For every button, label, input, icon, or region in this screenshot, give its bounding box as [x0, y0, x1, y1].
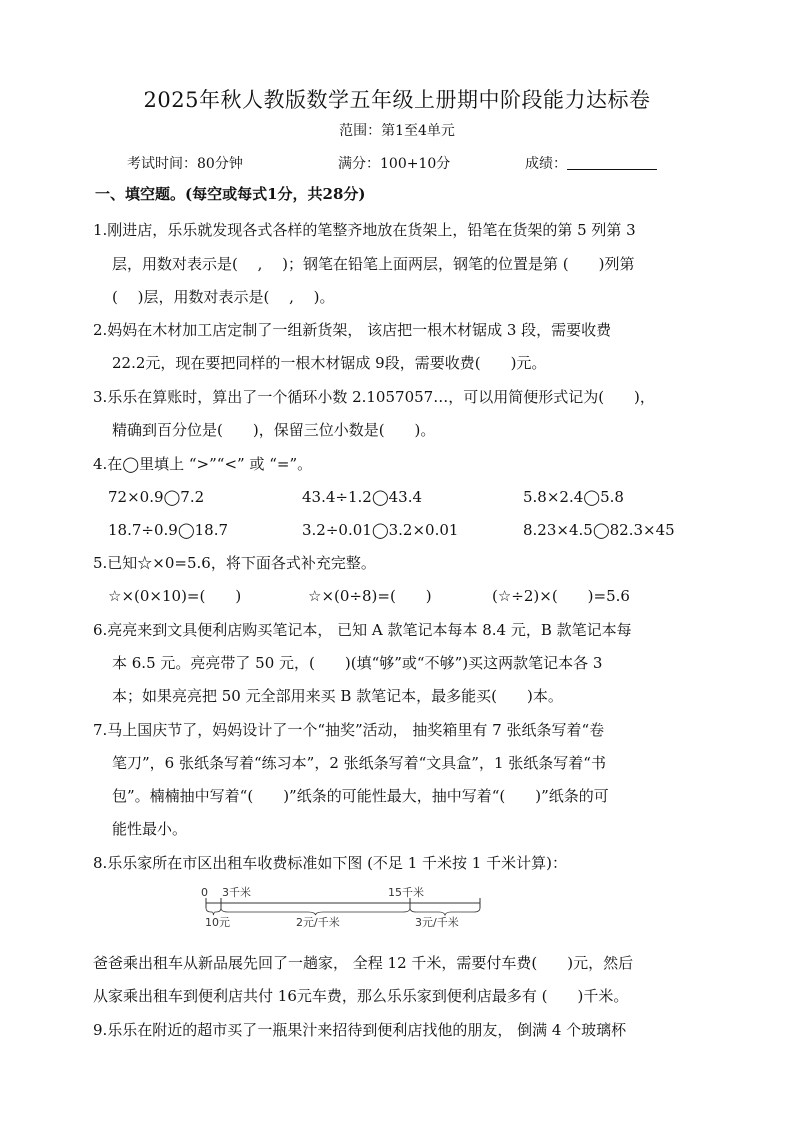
- compare-item: 8.23×4.5◯82.3×45: [523, 521, 675, 539]
- exam-time: 考试时间：80分钟: [127, 156, 243, 172]
- question-3-line-2: 精确到百分位是( )，保留三位小数是( )。: [112, 421, 436, 439]
- price-start: 10元: [205, 916, 230, 928]
- price-middle: 2元/千米: [296, 916, 340, 928]
- fill-expression: ☆×(0÷8)=( ): [308, 587, 432, 605]
- question-6-line-2: 本 6.5 元。亮亮带了 50 元，( )(填“够”或“不够”)买这两款笔记本各 3: [112, 654, 603, 672]
- exam-full-score: 满分：100+10分: [338, 156, 451, 172]
- question-4-line-1: 4.在◯里填上 “>”“<” 或 “=”。: [93, 455, 313, 473]
- brace-middle: [221, 908, 410, 915]
- brace-end: [410, 908, 480, 915]
- exam-range: 范围：第1至4单元: [339, 123, 455, 139]
- question-8-line-1: 8.乐乐家所在市区出租车收费标准如下图 (不足 1 千米按 1 千米计算)：: [93, 854, 567, 872]
- fill-expression: ☆×(0×10)=( ): [108, 587, 242, 605]
- compare-item: 18.7÷0.9◯18.7: [108, 521, 229, 539]
- question-8-line-3: 从家乘出租车到便利店共付 16元车费，那么乐乐家到便利店最多有 ( )千米。: [93, 987, 629, 1005]
- label-0: 0: [201, 886, 208, 899]
- compare-item: 3.2÷0.01◯3.2×0.01: [302, 521, 459, 539]
- question-2-line-2: 22.2元，现在要把同样的一根木材锯成 9段，需要收费( )元。: [112, 354, 547, 372]
- question-1-line-1: 1.刚进店，乐乐就发现各式各样的笔整齐地放在货架上，铅笔在货架的第 5 列第 3: [93, 221, 636, 239]
- question-7-line-4: 能性最小。: [112, 820, 188, 838]
- brace-start: [206, 908, 221, 915]
- score-blank[interactable]: [567, 155, 657, 170]
- label-15km: 15千米: [388, 886, 424, 899]
- section-heading-fill-blank: 一、填空题。(每空或每式1分，共28分): [95, 185, 366, 203]
- question-5-line-1: 5.已知☆×0=5.6，将下面各式补充完整。: [93, 554, 376, 572]
- question-6-line-3: 本；如果亮亮把 50 元全部用来买 B 款笔记本，最多能买( )本。: [112, 687, 563, 705]
- question-6-line-1: 6.亮亮来到文具便利店购买笔记本， 已知 A 款笔记本每本 8.4 元，B 款笔记本每: [93, 621, 632, 639]
- question-9-line-1: 9.乐乐在附近的超市买了一瓶果汁来招待到便利店找他的朋友， 倒满 4 个玻璃杯: [93, 1021, 627, 1039]
- question-7-line-3: 包”。楠楠抽中写着“( )”纸条的可能性最大，抽中写着“( )”纸条的可: [112, 787, 609, 805]
- price-end: 3元/千米: [415, 916, 459, 928]
- label-3km: 3千米: [222, 886, 251, 899]
- exam-score: [525, 153, 657, 173]
- question-1-line-2: 层，用数对表示是( , )；钢笔在铅笔上面两层，钢笔的位置是第 ( )列第: [112, 255, 635, 273]
- taxi-fare-diagram: [198, 882, 488, 928]
- question-2-line-1: 2.妈妈在木材加工店定制了一组新货架， 该店把一根木材锯成 3 段，需要收费: [93, 321, 612, 339]
- compare-item: 72×0.9◯7.2: [108, 488, 205, 506]
- score-label: 成绩：: [525, 156, 567, 172]
- exam-title: 2025年秋人教版数学五年级上册期中阶段能力达标卷: [143, 88, 651, 112]
- question-1-line-3: ( )层，用数对表示是( , )。: [112, 288, 335, 306]
- question-3-line-1: 3.乐乐在算账时，算出了一个循环小数 2.1057057…，可以用简便形式记为( )，: [93, 388, 655, 406]
- compare-item: 5.8×2.4◯5.8: [523, 488, 624, 506]
- fill-expression: (☆÷2)×( )=5.6: [492, 587, 630, 605]
- question-8-line-2: 爸爸乘出租车从新品展先回了一趟家， 全程 12 千米，需要付车费( )元，然后: [93, 954, 634, 972]
- question-7-line-1: 7.马上国庆节了，妈妈设计了一个“抽奖”活动， 抽奖箱里有 7 张纸条写着“卷: [93, 721, 605, 739]
- question-7-line-2: 笔刀”，6 张纸条写着“练习本”，2 张纸条写着“文具盒”，1 张纸条写着“书: [112, 754, 606, 772]
- compare-item: 43.4÷1.2◯43.4: [302, 488, 423, 506]
